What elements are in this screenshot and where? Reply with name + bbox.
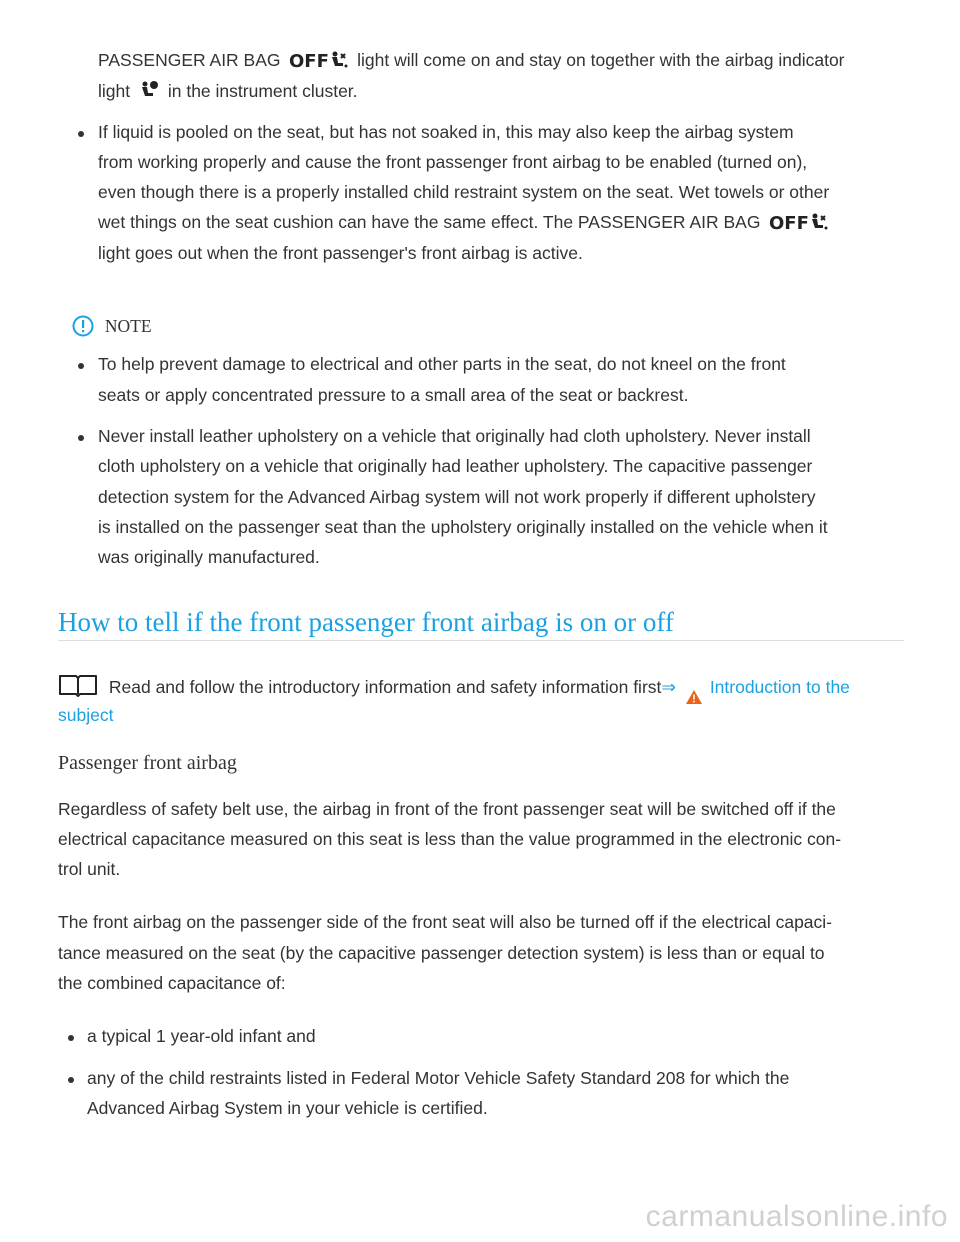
note-label: NOTE: [104, 316, 152, 336]
note-header: [72, 314, 152, 343]
note-item-2-line-1: Never install leather upholstery on a vehicle that originally had cloth upholstery. Never install: [98, 426, 811, 446]
note-item-2-line-3: detection system for the Advanced Airbag system will not work properly if different upholstery: [98, 487, 816, 507]
top-text-b: light will come on and stay on together with the airbag indicator: [357, 50, 845, 70]
bullet-liquid-line-2: from working properly and cause the front passenger front airbag to be enabled (turned on),: [98, 152, 808, 172]
introduction-link[interactable]: Introduction to the: [709, 677, 850, 697]
site-watermark: carmanualsonline.info: [645, 1200, 948, 1233]
bullet-liquid-line-3: even though there is a properly installed child restraint system on the seat. Wet towels or other: [98, 182, 830, 202]
passenger-seated-icon: [808, 213, 828, 237]
passenger-airbag-off-icon: [289, 51, 330, 75]
para-1-line-2: electrical capacitance measured on this seat is less than the value programmed in the electronic con-: [58, 829, 842, 849]
top-text-d: in the instrument cluster.: [167, 81, 358, 101]
introduction-link-continued[interactable]: subject: [58, 705, 114, 725]
para-2-line-2: tance measured on the seat (by the capacitive passenger detection system) is less than or equal to: [58, 943, 825, 963]
svg-text:OFF: OFF: [769, 213, 810, 234]
intro-line-2: [58, 703, 113, 727]
top-text-a: PASSENGER AIR BAG: [98, 50, 281, 70]
bullet-dot: [78, 363, 84, 369]
top-text-c: light: [98, 81, 131, 101]
note-item-2-line-5: was originally manufactured.: [98, 547, 320, 567]
bullet-dot: [68, 1077, 74, 1083]
para-2-line-1: The front airbag on the passenger side of the front seat will also be turned off if the electrical capaci-: [58, 912, 833, 932]
list-item-1: a typical 1 year-old infant and: [87, 1026, 316, 1046]
heading-divider: [58, 640, 904, 641]
top-paragraph-line-2: [98, 79, 358, 106]
bullet-liquid-line-5: light goes out when the front passenger's front airbag is active.: [98, 243, 583, 263]
note-item-1-line-2: seats or apply concentrated pressure to a small area of the seat or backrest.: [98, 385, 689, 405]
bullet-liquid-line-1: If liquid is pooled on the seat, but has not soaked in, this may also keep the airbag system: [98, 122, 794, 142]
bullet-dot: [68, 1035, 74, 1041]
svg-text:OFF: OFF: [289, 51, 330, 72]
bullet-dot: [78, 435, 84, 441]
arrow-icon: ⇒: [661, 677, 677, 697]
list-item-2-line-1: any of the child restraints listed in Federal Motor Vehicle Safety Standard 208 for which the: [87, 1068, 790, 1088]
note-item-2-line-4: is installed on the passenger seat than the upholstery originally installed on the vehicle when it: [98, 517, 828, 537]
open-book-icon: [58, 673, 98, 703]
section-heading: How to tell if the front passenger front airbag is on or off: [58, 607, 674, 637]
para-2-line-3: the combined capacitance of:: [58, 973, 286, 993]
bullet-dot: [78, 131, 84, 137]
top-paragraph-line-1: [98, 48, 845, 75]
note-item-1-line-1: To help prevent damage to electrical and other parts in the seat, do not kneel on the front: [98, 354, 786, 374]
warning-triangle-icon: [685, 687, 703, 711]
bullet-liquid-line-4: wet things on the seat cushion can have the same effect. The PASSENGER AIR BAG OFF: [98, 210, 832, 237]
list-item-2-line-2: Advanced Airbag System in your vehicle is certified.: [87, 1098, 488, 1118]
note-item-2-line-2: cloth upholstery on a vehicle that originally had leather upholstery. The capacitive passenger: [98, 456, 813, 476]
exclamation-circle-icon: [72, 315, 94, 343]
para-1-line-3: trol unit.: [58, 859, 121, 879]
airbag-indicator-icon: [139, 80, 159, 106]
para-1-line-1: Regardless of safety belt use, the airbag in front of the front passenger seat will be switched off if the: [58, 799, 836, 819]
intro-line-1: [58, 673, 850, 711]
passenger-airbag-off-icon: [769, 213, 810, 237]
intro-text: Read and follow the introductory information and safety information first: [108, 677, 662, 697]
subheading: Passenger front airbag: [58, 752, 237, 774]
passenger-seated-icon: [328, 51, 348, 75]
